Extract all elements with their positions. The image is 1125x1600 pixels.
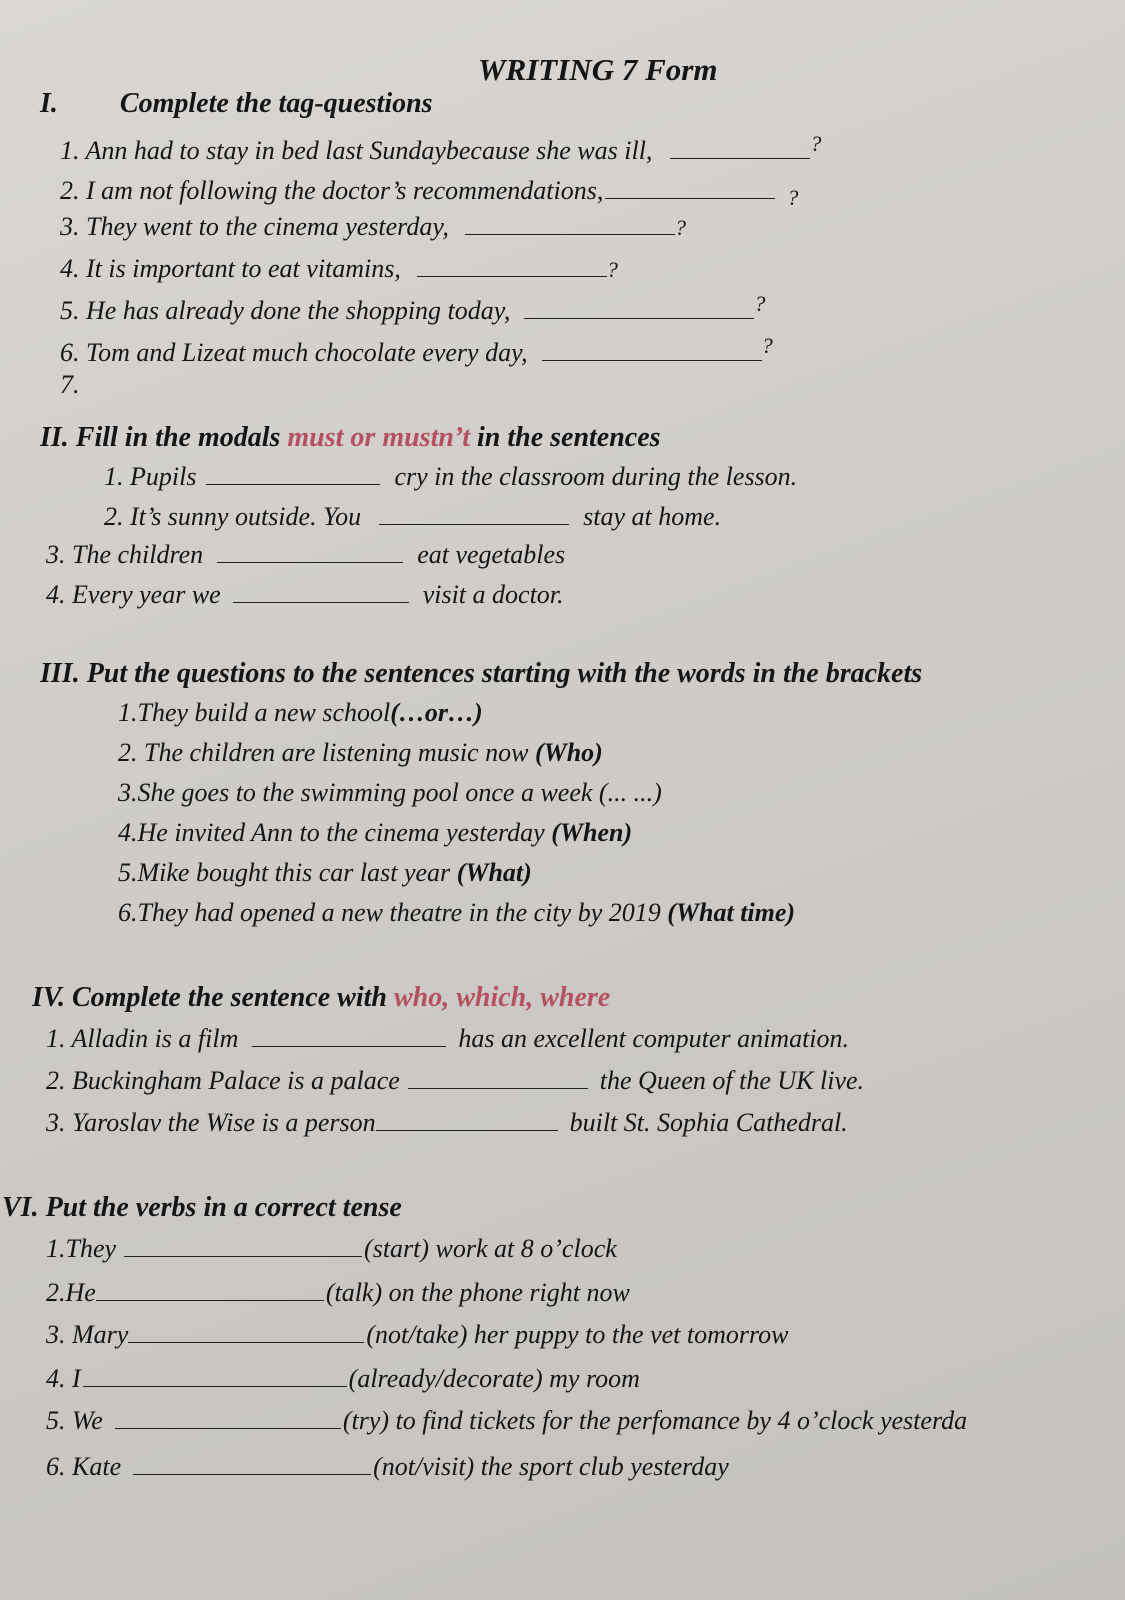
question-sentence-1: 1.They build a new school(…or…) [118,698,483,727]
question-sentence-5: 5.Mike bought this car last year (What) [118,858,532,887]
tag-question-1: 1. Ann had to stay in bed last Sundaybecause she was ill, ? [60,131,822,165]
tense-sentence-4: 4. I (already/decorate) my room [46,1364,640,1393]
answer-blank[interactable] [124,1255,362,1257]
question-sentence-4: 4.He invited Ann to the cinema yesterday (When) [118,818,633,847]
page-title: WRITING 7 Form [478,52,718,87]
tag-question-4: 4. It is important to eat vitamins, ? [60,254,618,283]
modal-sentence-1: 1. Pupils cry in the classroom during the lesson. [104,462,798,491]
answer-blank[interactable] [605,197,775,199]
tag-question-3: 3. They went to the cinema yesterday, ? [60,212,686,241]
section-6-heading: VI. Put the verbs in a correct tense [2,1192,402,1223]
answer-blank[interactable] [524,317,754,319]
answer-blank[interactable] [376,1129,558,1131]
tense-sentence-3: 3. Mary (not/take) her puppy to the vet tomorrow [46,1320,789,1349]
section-3-heading: III. Put the questions to the sentences starting with the words in the brackets [40,658,923,689]
relative-sentence-1: 1. Alladin is a film has an excellent computer animation. [46,1024,850,1053]
question-sentence-3: 3.She goes to the swimming pool once a week (... ...) [118,778,662,807]
section-2-heading: II. Fill in the modals must or mustn’t in the sentences [40,422,661,453]
answer-blank[interactable] [206,483,380,485]
tag-question-6: 6. Tom and Lizeat much chocolate every day, ? [60,333,773,367]
section-1-heading: I. Complete the tag-questions [40,88,433,119]
tense-sentence-2: 2.He (talk) on the phone right now [46,1278,630,1307]
relative-pronouns: who, which, where [393,982,611,1013]
answer-blank[interactable] [252,1045,446,1047]
question-sentence-2: 2. The children are listening music now (Who) [118,738,603,767]
answer-blank[interactable] [217,561,403,563]
answer-blank[interactable] [408,1087,588,1089]
tense-sentence-5: 5. We (try) to find tickets for the perfomance by 4 o’clock yesterda [46,1406,968,1435]
tag-question-2: 2. I am not following the doctor’s recommendations, $_?$ [60,176,799,210]
answer-blank[interactable] [670,157,810,159]
modal-sentence-3: 3. The children eat vegetables [46,540,566,569]
relative-sentence-3: 3. Yaroslav the Wise is a person built St. Sophia Cathedral. [46,1108,848,1137]
answer-blank[interactable] [542,359,762,361]
answer-blank[interactable] [233,601,409,603]
answer-blank[interactable] [115,1427,341,1429]
section-4-heading: IV. Complete the sentence with who, which, where [32,982,611,1013]
modal-sentence-4: 4. Every year we visit a doctor. [46,580,564,609]
tag-question-7: 7. [60,370,80,399]
answer-blank[interactable] [379,523,569,525]
answer-blank[interactable] [465,233,675,235]
answer-blank[interactable] [96,1299,324,1301]
answer-blank[interactable] [133,1473,371,1475]
modal-sentence-2: 2. It’s sunny outside. You stay at home. [104,502,722,531]
question-sentence-6: 6.They had opened a new theatre in the city by 2019 (What time) [118,898,796,927]
tag-question-5: 5. He has already done the shopping today, ? [60,291,766,325]
relative-sentence-2: 2. Buckingham Palace is a palace the Queen of the UK live. [46,1066,865,1095]
modal-words: must or mustn’t [287,422,470,453]
answer-blank[interactable] [417,275,607,277]
answer-blank[interactable] [128,1341,364,1343]
tense-sentence-1: 1.They (start) work at 8 o’clock [46,1234,617,1263]
tense-sentence-6: 6. Kate (not/visit) the sport club yesterday [46,1452,729,1481]
answer-blank[interactable] [83,1385,347,1387]
